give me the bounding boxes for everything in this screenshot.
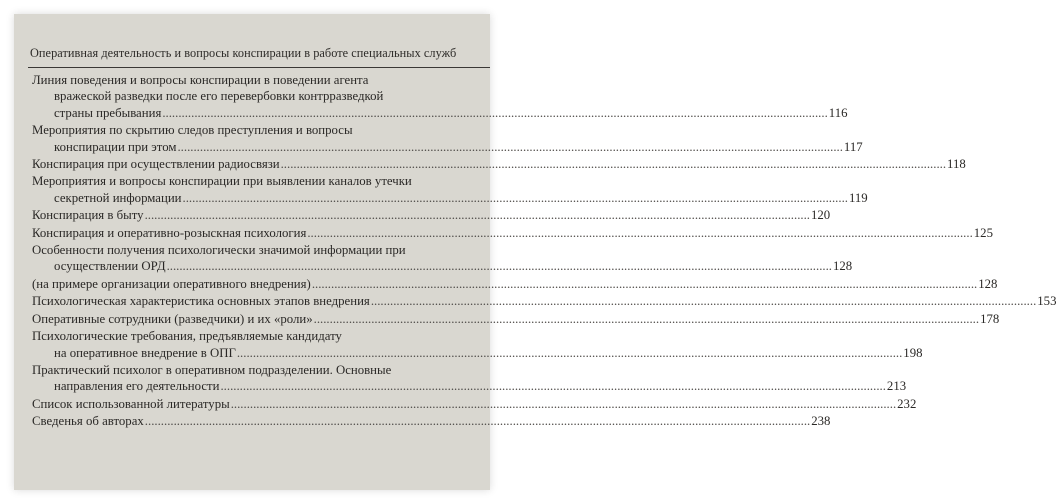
toc-entry — [32, 242, 853, 275]
toc-entry-text: страны пребывания — [54, 105, 162, 120]
dot-leader — [371, 293, 1036, 309]
toc-page-number: 120 — [811, 208, 831, 223]
toc-entry-line — [32, 311, 1000, 327]
toc-entry — [32, 225, 993, 241]
table-of-contents — [32, 72, 1056, 431]
toc-entry — [32, 311, 1000, 327]
toc-entry-line — [32, 105, 848, 121]
toc-entry-line — [32, 345, 923, 361]
toc-entry — [32, 207, 831, 223]
toc-entry — [32, 293, 1056, 309]
dot-leader — [183, 190, 848, 206]
toc-entry — [32, 173, 868, 206]
toc-entry — [32, 328, 923, 361]
dot-leader — [145, 413, 810, 429]
toc-entry-text: направления его деятельности — [54, 379, 220, 394]
toc-page-number: 118 — [947, 157, 966, 172]
toc-page-number: 178 — [980, 311, 1000, 326]
toc-page-number: 116 — [828, 105, 848, 120]
toc-entry-text: (на примере организации оперативного внедрения) — [32, 276, 311, 291]
toc-entry-line — [32, 190, 868, 206]
dot-leader — [281, 156, 946, 172]
toc-entry-text: конспирации при этом — [54, 139, 177, 154]
toc-page-number: 213 — [886, 379, 907, 394]
toc-entry — [32, 276, 998, 292]
toc-entry — [32, 413, 831, 429]
toc-page-number: 117 — [843, 139, 863, 154]
toc-entry-line — [32, 258, 853, 274]
dot-leader — [145, 207, 810, 223]
toc-entry-line: Практический психолог в оперативном подразделении. Основные — [32, 362, 392, 377]
toc-page-number: 128 — [833, 259, 853, 274]
toc-entry — [32, 122, 863, 155]
toc-entry-line — [32, 396, 917, 412]
toc-entry-line: Линия поведения и вопросы конспирации в поведении агента — [32, 73, 369, 87]
toc-entry-line: Мероприятия и вопросы конспирации при выявлении каналов утечки — [32, 174, 412, 189]
toc-entry-text: Сведенья об авторах — [32, 414, 144, 429]
toc-page-number: 198 — [903, 345, 923, 360]
toc-entry-line — [32, 413, 831, 429]
toc-entry-line — [32, 207, 831, 223]
toc-entry-line — [32, 293, 1056, 309]
dot-leader — [162, 105, 827, 121]
toc-entry-text: секретной информации — [54, 190, 182, 205]
dot-leader — [177, 139, 842, 155]
toc-entry-text: Конспирация при осуществлении радиосвязи — [32, 157, 280, 172]
toc-page-number: 232 — [897, 396, 917, 411]
toc-entry-text: Конспирация и оперативно-розыскная психология — [32, 225, 307, 240]
toc-entry-line: Психологические требования, предъявляемые кандидату — [32, 329, 342, 344]
dot-leader — [314, 311, 979, 327]
toc-entry-line — [32, 276, 998, 292]
toc-page-number: 153 — [1037, 294, 1056, 309]
toc-entry — [32, 156, 966, 172]
toc-entry-text: Список использованной литературы — [32, 396, 230, 411]
toc-entry — [32, 362, 907, 395]
toc-page-number: 125 — [973, 225, 993, 240]
header-rule — [28, 67, 490, 68]
toc-entry — [32, 72, 848, 121]
book-page — [14, 14, 1056, 490]
dot-leader — [307, 225, 972, 241]
dot-leader — [312, 276, 977, 292]
toc-entry-text: на оперативное внедрение в ОПГ — [54, 345, 236, 360]
toc-entry-text: Оперативные сотрудники (разведчики) и их «роли» — [32, 311, 313, 326]
toc-page-number: 128 — [978, 276, 998, 291]
running-head: Оперативная деятельность и вопросы конспирации в работе специальных служб — [30, 46, 457, 60]
toc-entry-line: Мероприятия по скрытию следов преступления и вопросы — [32, 123, 353, 138]
toc-entry-line: Особенности получения психологически значимой информации при — [32, 243, 406, 258]
toc-entry-text: Конспирация в быту — [32, 208, 144, 223]
toc-entry-line: вражеской разведки после его перевербовки контрразведкой — [54, 89, 384, 104]
toc-entry-line — [32, 156, 966, 172]
toc-entry — [32, 396, 917, 412]
dot-leader — [167, 258, 832, 274]
toc-entry-line — [32, 139, 863, 155]
toc-entry-text: Психологическая характеристика основных этапов внедрения — [32, 294, 370, 309]
toc-page-number: 238 — [811, 414, 831, 429]
toc-entry-line — [32, 378, 907, 394]
toc-entry-line — [32, 225, 993, 241]
dot-leader — [231, 396, 896, 412]
dot-leader — [237, 345, 902, 361]
dot-leader — [220, 378, 885, 394]
toc-entry-text: осуществлении ОРД — [54, 259, 166, 274]
toc-page-number: 119 — [848, 190, 868, 205]
